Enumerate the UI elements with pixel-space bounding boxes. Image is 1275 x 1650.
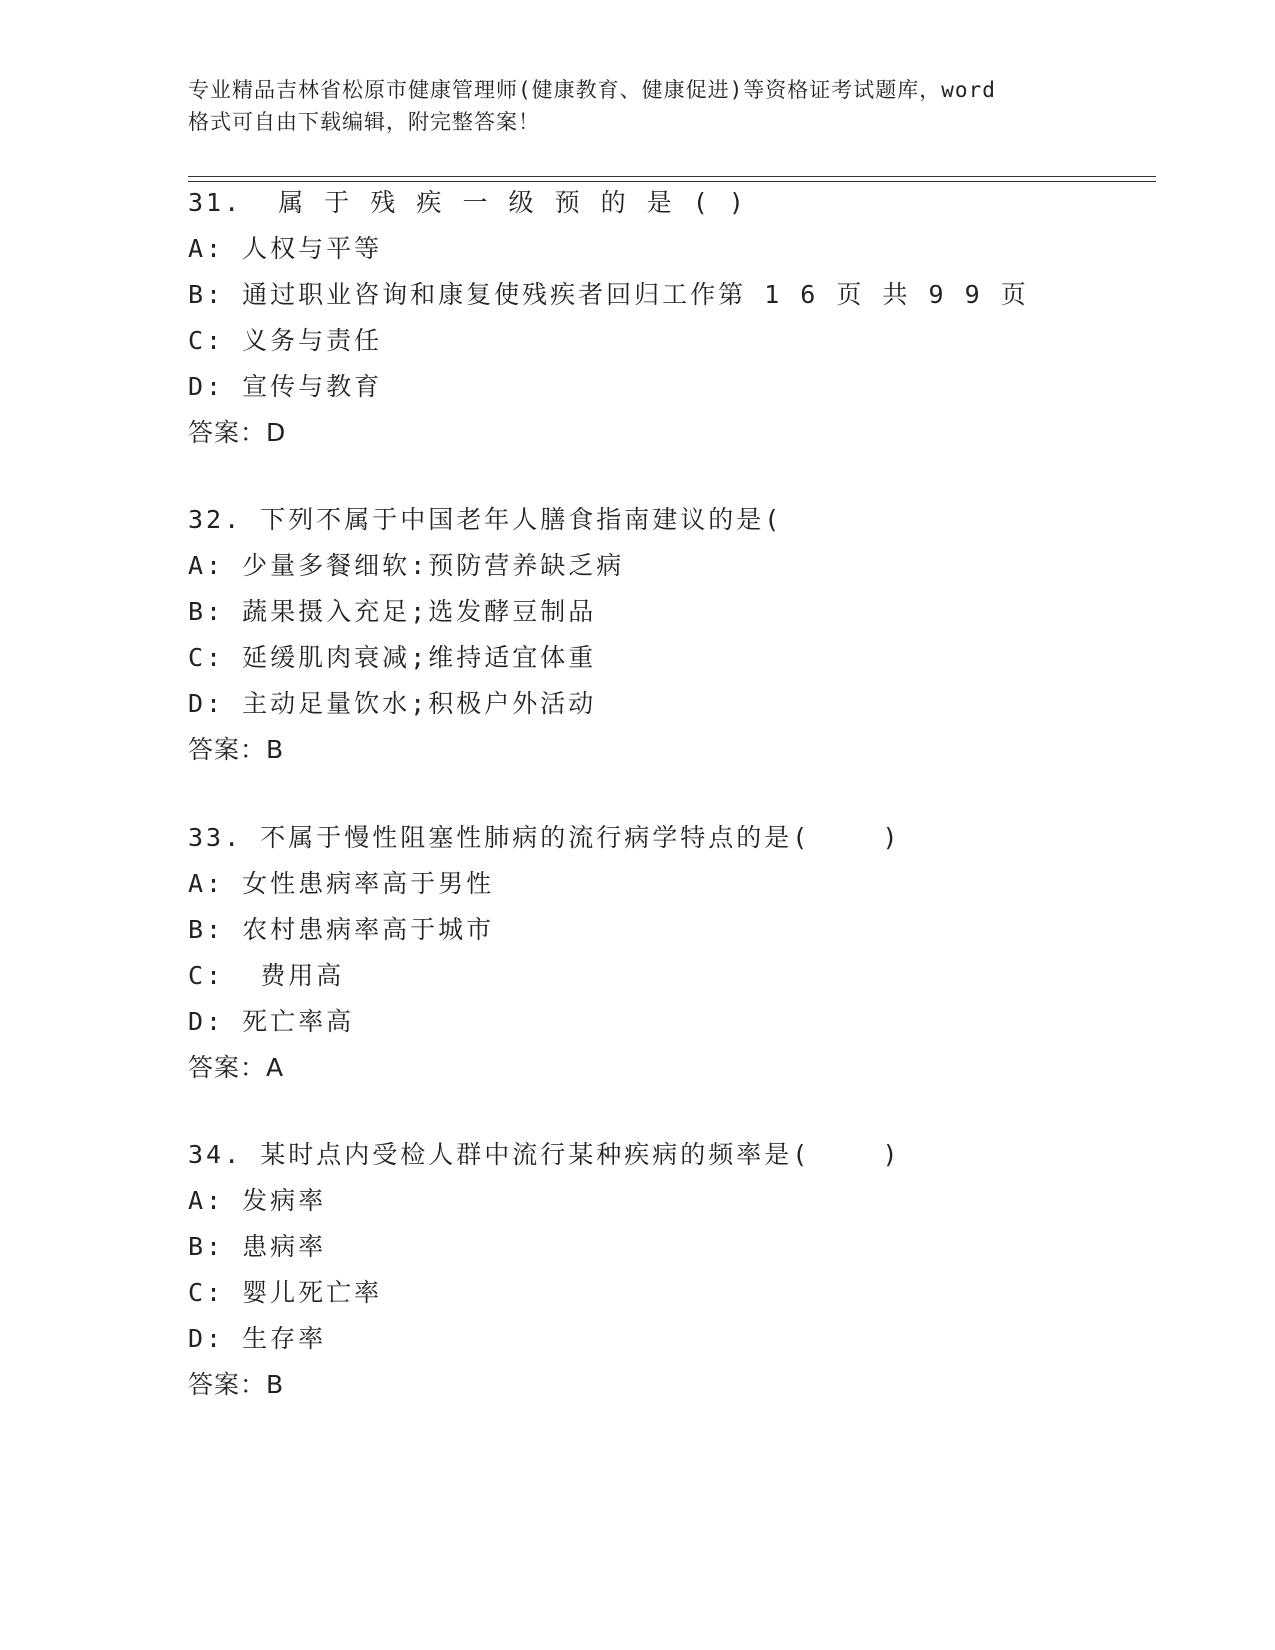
option-a: A: 人权与平等 <box>188 234 383 263</box>
question-stem: 33. 不属于慢性阻塞性肺病的流行病学特点的是( ) <box>188 823 901 852</box>
question-31 <box>188 180 1148 456</box>
answer: 答案：D <box>188 418 287 447</box>
option-a: A: 发病率 <box>188 1186 327 1215</box>
option-b: B: 蔬果摄入充足;选发酵豆制品 <box>188 597 597 626</box>
header-line-1: 专业精品吉林省松原市健康管理师(健康教育、健康促进)等资格证考试题库，word <box>188 78 996 102</box>
option-b: B: 患病率 <box>188 1232 327 1261</box>
option-c: C: 婴儿死亡率 <box>188 1278 383 1307</box>
option-d: D: 生存率 <box>188 1324 327 1353</box>
header-line-2: 格式可自由下载编辑，附完整答案！ <box>188 110 540 134</box>
answer: 答案：B <box>188 1370 285 1399</box>
option-b: B: 通过职业咨询和康复使残疾者回归工作第 1 6 页 共 9 9 页 <box>188 280 1029 309</box>
option-c: C: 费用高 <box>188 961 345 990</box>
question-stem: 34. 某时点内受检人群中流行某种疾病的频率是( ) <box>188 1140 901 1169</box>
option-d: D: 宣传与教育 <box>188 372 383 401</box>
option-c: C: 义务与责任 <box>188 326 383 355</box>
question-34 <box>188 1132 1148 1408</box>
answer: 答案：A <box>188 1053 285 1082</box>
question-stem: 31. 属 于 残 疾 一 级 预 的 是 ( ) <box>188 188 747 217</box>
question-stem: 32. 下列不属于中国老年人膳食指南建议的是( <box>188 505 783 534</box>
option-c: C: 延缓肌肉衰减;维持适宜体重 <box>188 643 597 672</box>
document-header <box>188 74 1088 138</box>
option-d: D: 死亡率高 <box>188 1007 355 1036</box>
option-b: B: 农村患病率高于城市 <box>188 915 495 944</box>
option-d: D: 主动足量饮水;积极户外活动 <box>188 689 597 718</box>
question-32 <box>188 497 1148 773</box>
header-divider-top <box>188 176 1156 177</box>
question-33 <box>188 815 1148 1091</box>
option-a: A: 女性患病率高于男性 <box>188 869 495 898</box>
option-a: A: 少量多餐细软:预防营养缺乏病 <box>188 551 625 580</box>
answer: 答案：B <box>188 735 285 764</box>
